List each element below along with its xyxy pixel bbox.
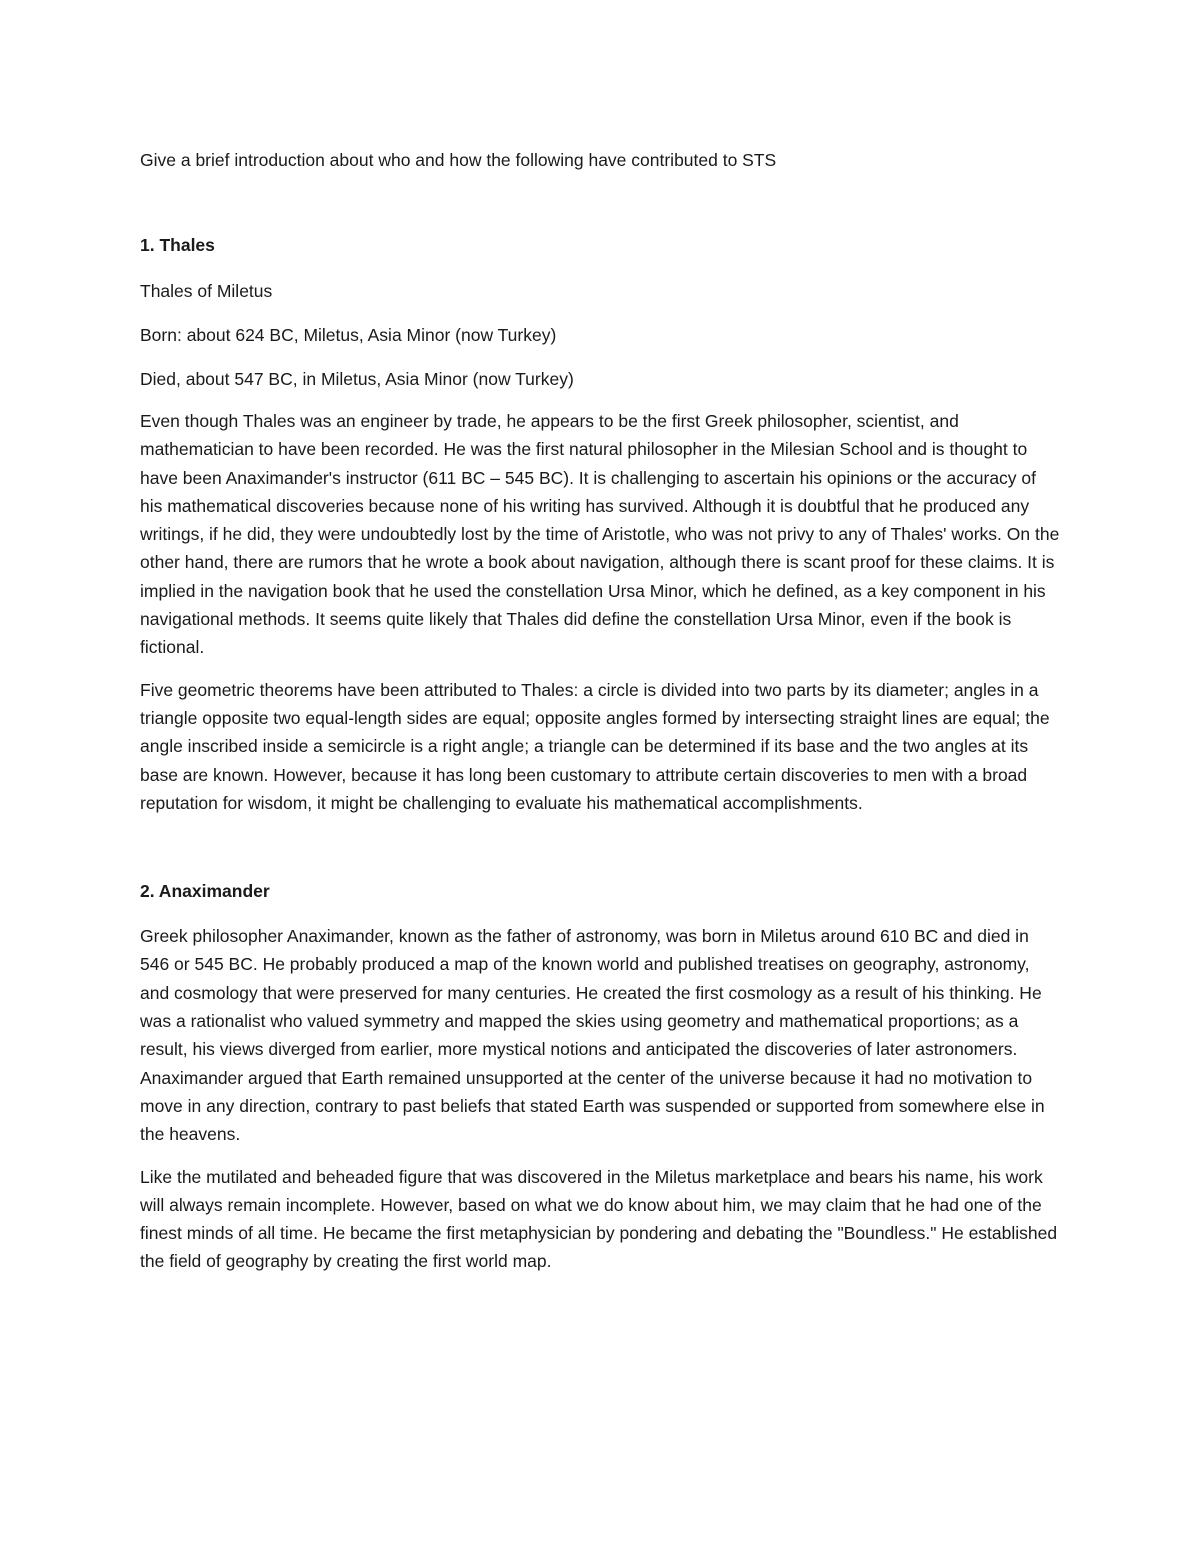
thales-paragraph-2: Five geometric theorems have been attributed to Thales: a circle is divided into two parts by its diameter; angles in a triangle opposite two equal-length sides are equal; opposite angles formed by intersecting straight lines are equal; the angle inscribed inside a semicircle is a right angle; a triangle can be determined if its base and the two angles at its base are known. However, because it has long been customary to attribute certain discoveries to men with a broad reputation for wisdom, it might be challenging to evaluate his mathematical accomplishments. bbox=[140, 679, 1050, 813]
document-body bbox=[140, 146, 1060, 1276]
thales-paragraph-1: Even though Thales was an engineer by trade, he appears to be the first Greek philosopher, scientist, and mathematician to have been recorded. He was the first natural philosopher in the Milesian School and is thought to have been Anaximander's instructor (611 BC – 545 BC). It is challenging to ascertain his opinions or the accuracy of his mathematical discoveries because none of his writing has survived. Although it is doubtful that he produced any writings, if he did, they were undoubtedly lost by the time of Aristotle, who was not privy to any of Thales' works. On the other hand, there are rumors that he wrote a book about navigation, although there is scant proof for these claims. It is implied in the navigation book that he used the constellation Ursa Minor, which he defined, as a key component in his navigational methods. It seems quite likely that Thales did define the constellation Ursa Minor, even if the book is fictional. bbox=[140, 411, 1060, 658]
thales-died: Died, about 547 BC, in Miletus, Asia Minor (now Turkey) bbox=[140, 369, 574, 389]
assignment-prompt: Give a brief introduction about who and how the following have contributed to STS bbox=[140, 150, 777, 170]
section-heading-thales: 1. Thales bbox=[140, 235, 215, 255]
thales-born: Born: about 624 BC, Miletus, Asia Minor (now Turkey) bbox=[140, 325, 557, 345]
section-heading-anaximander: 2. Anaximander bbox=[140, 881, 270, 902]
thales-full-name: Thales of Miletus bbox=[140, 281, 273, 301]
anaximander-paragraph-1: Greek philosopher Anaximander, known as the father of astronomy, was born in Miletus around 610 BC and died in 546 or 545 BC. He probably produced a map of the known world and published treatises on geography, astronomy, and cosmology that were preserved for many centuries. He created the first cosmology as a result of his thinking. He was a rationalist who valued symmetry and mapped the skies using geometry and mathematical proportions; as a result, his views diverged from earlier, more mystical notions and anticipated the discoveries of later astronomers. Anaximander argued that Earth remained unsupported at the center of the universe because it had no motivation to move in any direction, contrary to past beliefs that stated Earth was suspended or supported from somewhere else in the heavens. bbox=[140, 926, 1045, 1145]
anaximander-paragraph-2: Like the mutilated and beheaded figure that was discovered in the Miletus marketplace and bears his name, his work will always remain incomplete. However, based on what we do know about him, we may claim that he had one of the finest minds of all time. He became the first metaphysician by pondering and debating the "Boundless." He established the field of geography by creating the first world map. bbox=[140, 1166, 1058, 1272]
